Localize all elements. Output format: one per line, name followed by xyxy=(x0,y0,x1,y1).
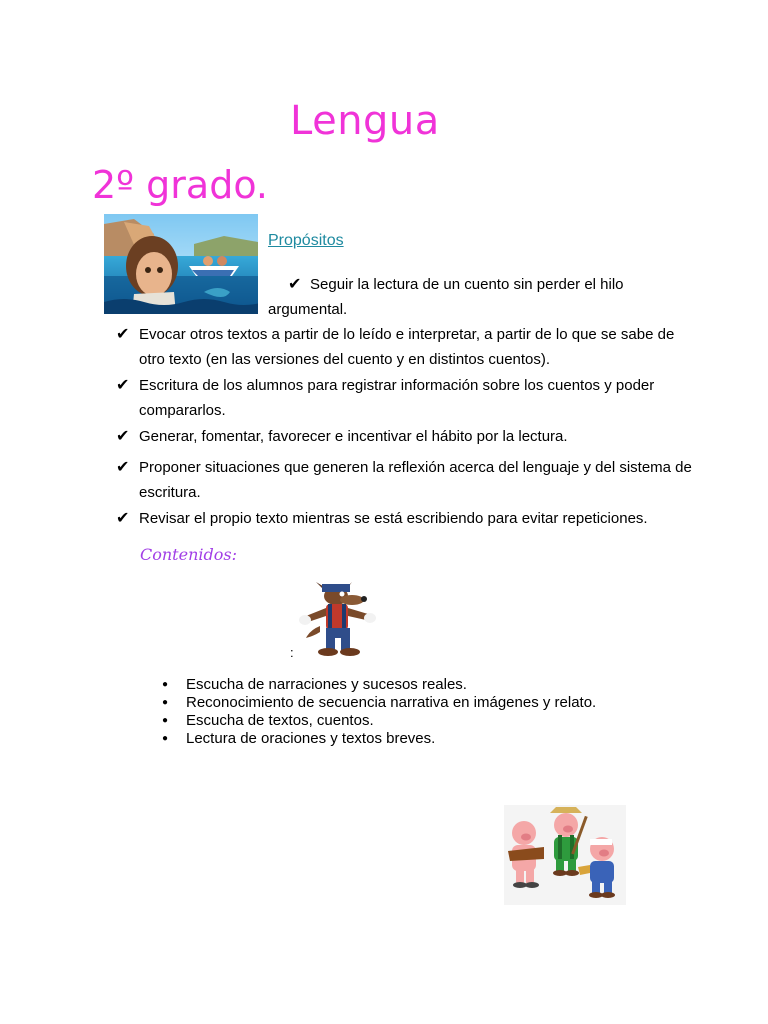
purpose-item xyxy=(116,373,696,423)
page-title: Lengua xyxy=(290,98,440,144)
check-icon: ✔ xyxy=(116,428,130,445)
purpose-item xyxy=(116,506,696,531)
purpose-item xyxy=(116,424,696,449)
grade-heading: 2º grado. xyxy=(92,163,268,207)
luca-sea-image xyxy=(104,214,258,314)
purpose-text: Seguir la lectura de un cuento sin perder el hilo xyxy=(310,276,624,293)
purpose-item-first xyxy=(268,272,688,322)
content-item: ● Escucha de textos, cuentos. xyxy=(162,712,596,730)
purpose-text: Escritura de los alumnos para registrar información sobre los cuentos y poder compararlos. xyxy=(139,377,655,419)
purpose-item xyxy=(116,455,696,505)
contents-list xyxy=(162,676,596,748)
purpose-text: Evocar otros textos a partir de lo leído e interpretar, a partir de lo que se sabe de otro texto (en las versiones del cuento y en distintos cuentos). xyxy=(139,326,675,368)
purposes-list xyxy=(116,322,696,532)
purpose-text: Proponer situaciones que generen la reflexión acerca del lenguaje y del sistema de escritura. xyxy=(139,459,692,501)
check-icon: ✔ xyxy=(116,326,130,343)
check-icon: ✔ xyxy=(116,459,130,476)
check-icon: ✔ xyxy=(116,510,130,527)
content-item: ● Escucha de narraciones y sucesos reales. xyxy=(162,676,596,694)
content-item: ● Lectura de oraciones y textos breves. xyxy=(162,730,596,748)
purpose-text: Generar, fomentar, favorecer e incentivar el hábito por la lectura. xyxy=(139,428,568,445)
purpose-item xyxy=(116,322,696,372)
three-pigs-image xyxy=(504,805,626,905)
purposes-heading-link[interactable]: Propósitos xyxy=(268,232,344,249)
purpose-text-continued: argumental. xyxy=(268,301,348,318)
check-icon: ✔ xyxy=(116,377,130,394)
wolf-cartoon-image xyxy=(296,582,382,658)
colon-text: : xyxy=(290,645,294,660)
purpose-text: Revisar el propio texto mientras se está escribiendo para evitar repeticiones. xyxy=(139,510,648,527)
content-item: ● Reconocimiento de secuencia narrativa en imágenes y relato. xyxy=(162,694,596,712)
check-icon: ✔ xyxy=(288,276,302,293)
contents-heading: Contenidos: xyxy=(140,545,237,564)
